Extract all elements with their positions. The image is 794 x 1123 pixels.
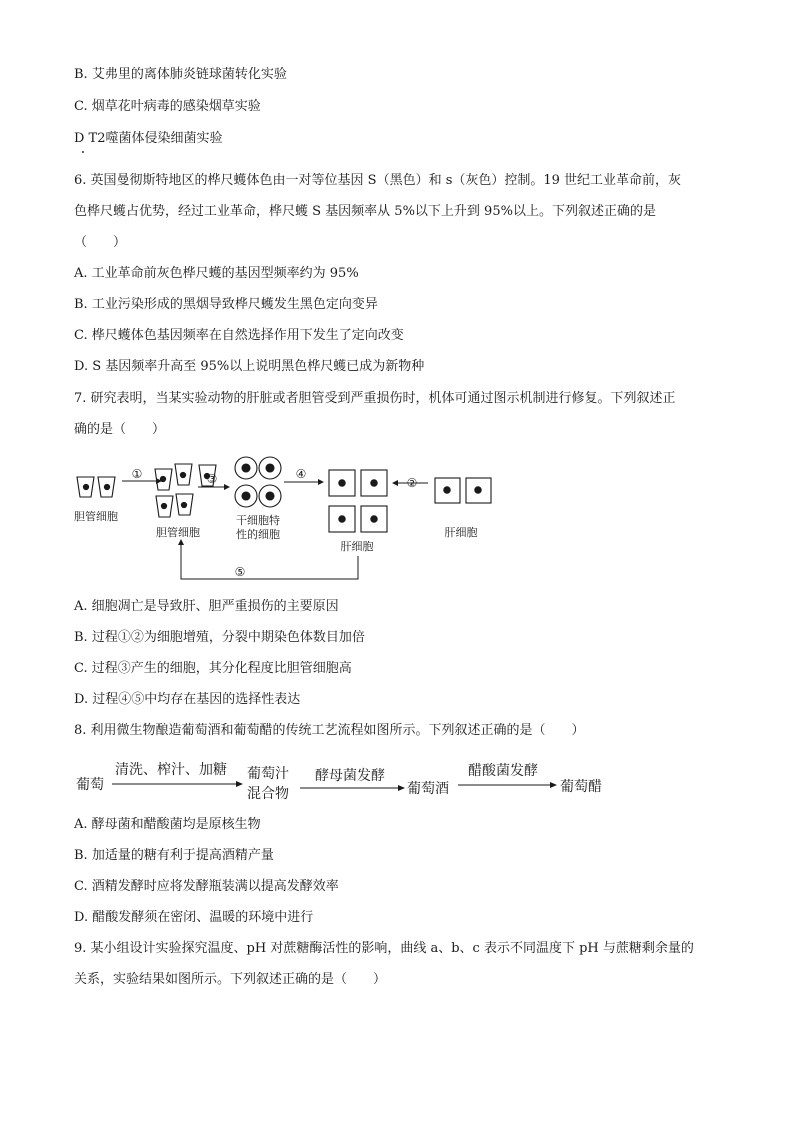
flow-node-wine: 葡萄酒 <box>407 781 449 797</box>
q8-option-b: B. 加适量的糖有利于提高酒精产量 <box>74 848 274 863</box>
q8-stem: 8. 利用微生物酿造葡萄酒和葡萄醋的传统工艺流程如图所示。下列叙述正确的是（ ） <box>74 723 585 738</box>
arrow-5-head <box>178 539 184 545</box>
q6-option-b: B. 工业污染形成的黑烟导致桦尺蠖发生黑色定向变异 <box>74 297 378 312</box>
q7-option-c: C. 过程③产生的细胞，其分化程度比胆管细胞高 <box>74 661 352 676</box>
arrow-2-head <box>392 480 398 486</box>
cell-repair-diagram <box>70 450 510 590</box>
q6-stem-line2: 色桦尺蠖占优势，经过工业革命，桦尺蠖 S 基因频率从 5%以下上升到 95%以上。下列叙述正确的是 <box>74 204 656 219</box>
step-4-label: ④ <box>295 467 307 481</box>
step-1-label: ① <box>131 467 143 481</box>
q7-option-a: A. 细胞凋亡是导致肝、胆严重损伤的主要原因 <box>74 599 339 614</box>
flow-node-juice-line1: 葡萄汁 <box>247 766 289 782</box>
flow-arrow-1-head <box>236 781 243 787</box>
liver-cells-right <box>435 478 491 503</box>
label-stem-like-line2: 性的细胞 <box>236 528 280 541</box>
arrow-3-head <box>224 484 230 490</box>
q9-stem-line2: 关系，实验结果如图所示。下列叙述正确的是（ ） <box>74 972 387 987</box>
q5-option-d: D T2噬菌体侵染细菌实验 <box>74 131 223 146</box>
q8-option-a: A. 酵母菌和醋酸菌均是原核生物 <box>74 817 261 832</box>
label-liver-cells-center: 肝细胞 <box>340 540 374 553</box>
q5-option-c: C. 烟草花叶病毒的感染烟草实验 <box>74 99 261 114</box>
arrow-5 <box>181 545 358 579</box>
flow-arrow-2-head <box>398 785 405 791</box>
flow-node-juice-line2: 混合物 <box>247 786 289 802</box>
step-5-label: ⑤ <box>234 565 246 579</box>
step-2-label: ② <box>406 476 418 490</box>
liver-cells-center <box>329 470 387 532</box>
q6-option-a: A. 工业革命前灰色桦尺蠖的基因型频率约为 95% <box>74 266 359 281</box>
q8-option-d: D. 醋酸发酵须在密闭、温暖的环境中进行 <box>74 910 314 925</box>
stray-dot <box>82 151 84 153</box>
q6-option-d: D. S 基因频率升高至 95%以上说明黑色桦尺蠖已成为新物种 <box>74 359 425 374</box>
flow-step-acetic: 醋酸菌发酵 <box>468 763 538 779</box>
arrow-4-head <box>318 479 324 485</box>
flow-step-yeast: 酵母菌发酵 <box>315 768 385 784</box>
flow-step-wash: 清洗、榨汁、加糖 <box>115 762 227 778</box>
flow-node-grape: 葡萄 <box>76 777 104 793</box>
step-3-label: ③ <box>206 472 218 486</box>
q7-stem-line2: 确的是（ ） <box>74 422 166 437</box>
wine-vinegar-flow-diagram <box>70 756 630 806</box>
q9-stem-line1: 9. 某小组设计实验探究温度、pH 对蔗糖酶活性的影响，曲线 a、b、c 表示不同温度下 pH 与蔗糖剩余量的 <box>74 941 694 956</box>
q8-option-c: C. 酒精发酵时应将发酵瓶装满以提高发酵效率 <box>74 879 339 894</box>
label-liver-cells-right: 肝细胞 <box>444 526 478 539</box>
q6-option-c: C. 桦尺蠖体色基因频率在自然选择作用下发生了定向改变 <box>74 328 404 343</box>
q5-option-b: B. 艾弗里的离体肺炎链球菌转化实验 <box>74 67 287 82</box>
q6-answer-bracket: （ ） <box>74 235 127 250</box>
bile-duct-cells-left <box>77 477 115 497</box>
flow-node-vinegar: 葡萄醋 <box>560 779 602 795</box>
flow-arrow-3-head <box>550 782 557 788</box>
q7-option-d: D. 过程④⑤中均存在基因的选择性表达 <box>74 692 301 707</box>
stem-like-cells <box>235 457 281 507</box>
q6-stem-line1: 6. 英国曼彻斯特地区的桦尺蠖体色由一对等位基因 S（黑色）和 s（灰色）控制。19 世纪工业革命前，灰 <box>74 173 682 188</box>
q7-stem-line1: 7. 研究表明，当某实验动物的肝脏或者胆管受到严重损伤时，机体可通过图示机制进行修复。下列叙述正 <box>74 391 676 406</box>
label-stem-like-line1: 干细胞特 <box>236 514 280 527</box>
label-bile-duct-cells-left: 胆管细胞 <box>74 510 118 523</box>
q7-option-b: B. 过程①②为细胞增殖，分裂中期染色体数目加倍 <box>74 630 365 645</box>
label-bile-duct-cells-center: 胆管细胞 <box>156 526 200 539</box>
